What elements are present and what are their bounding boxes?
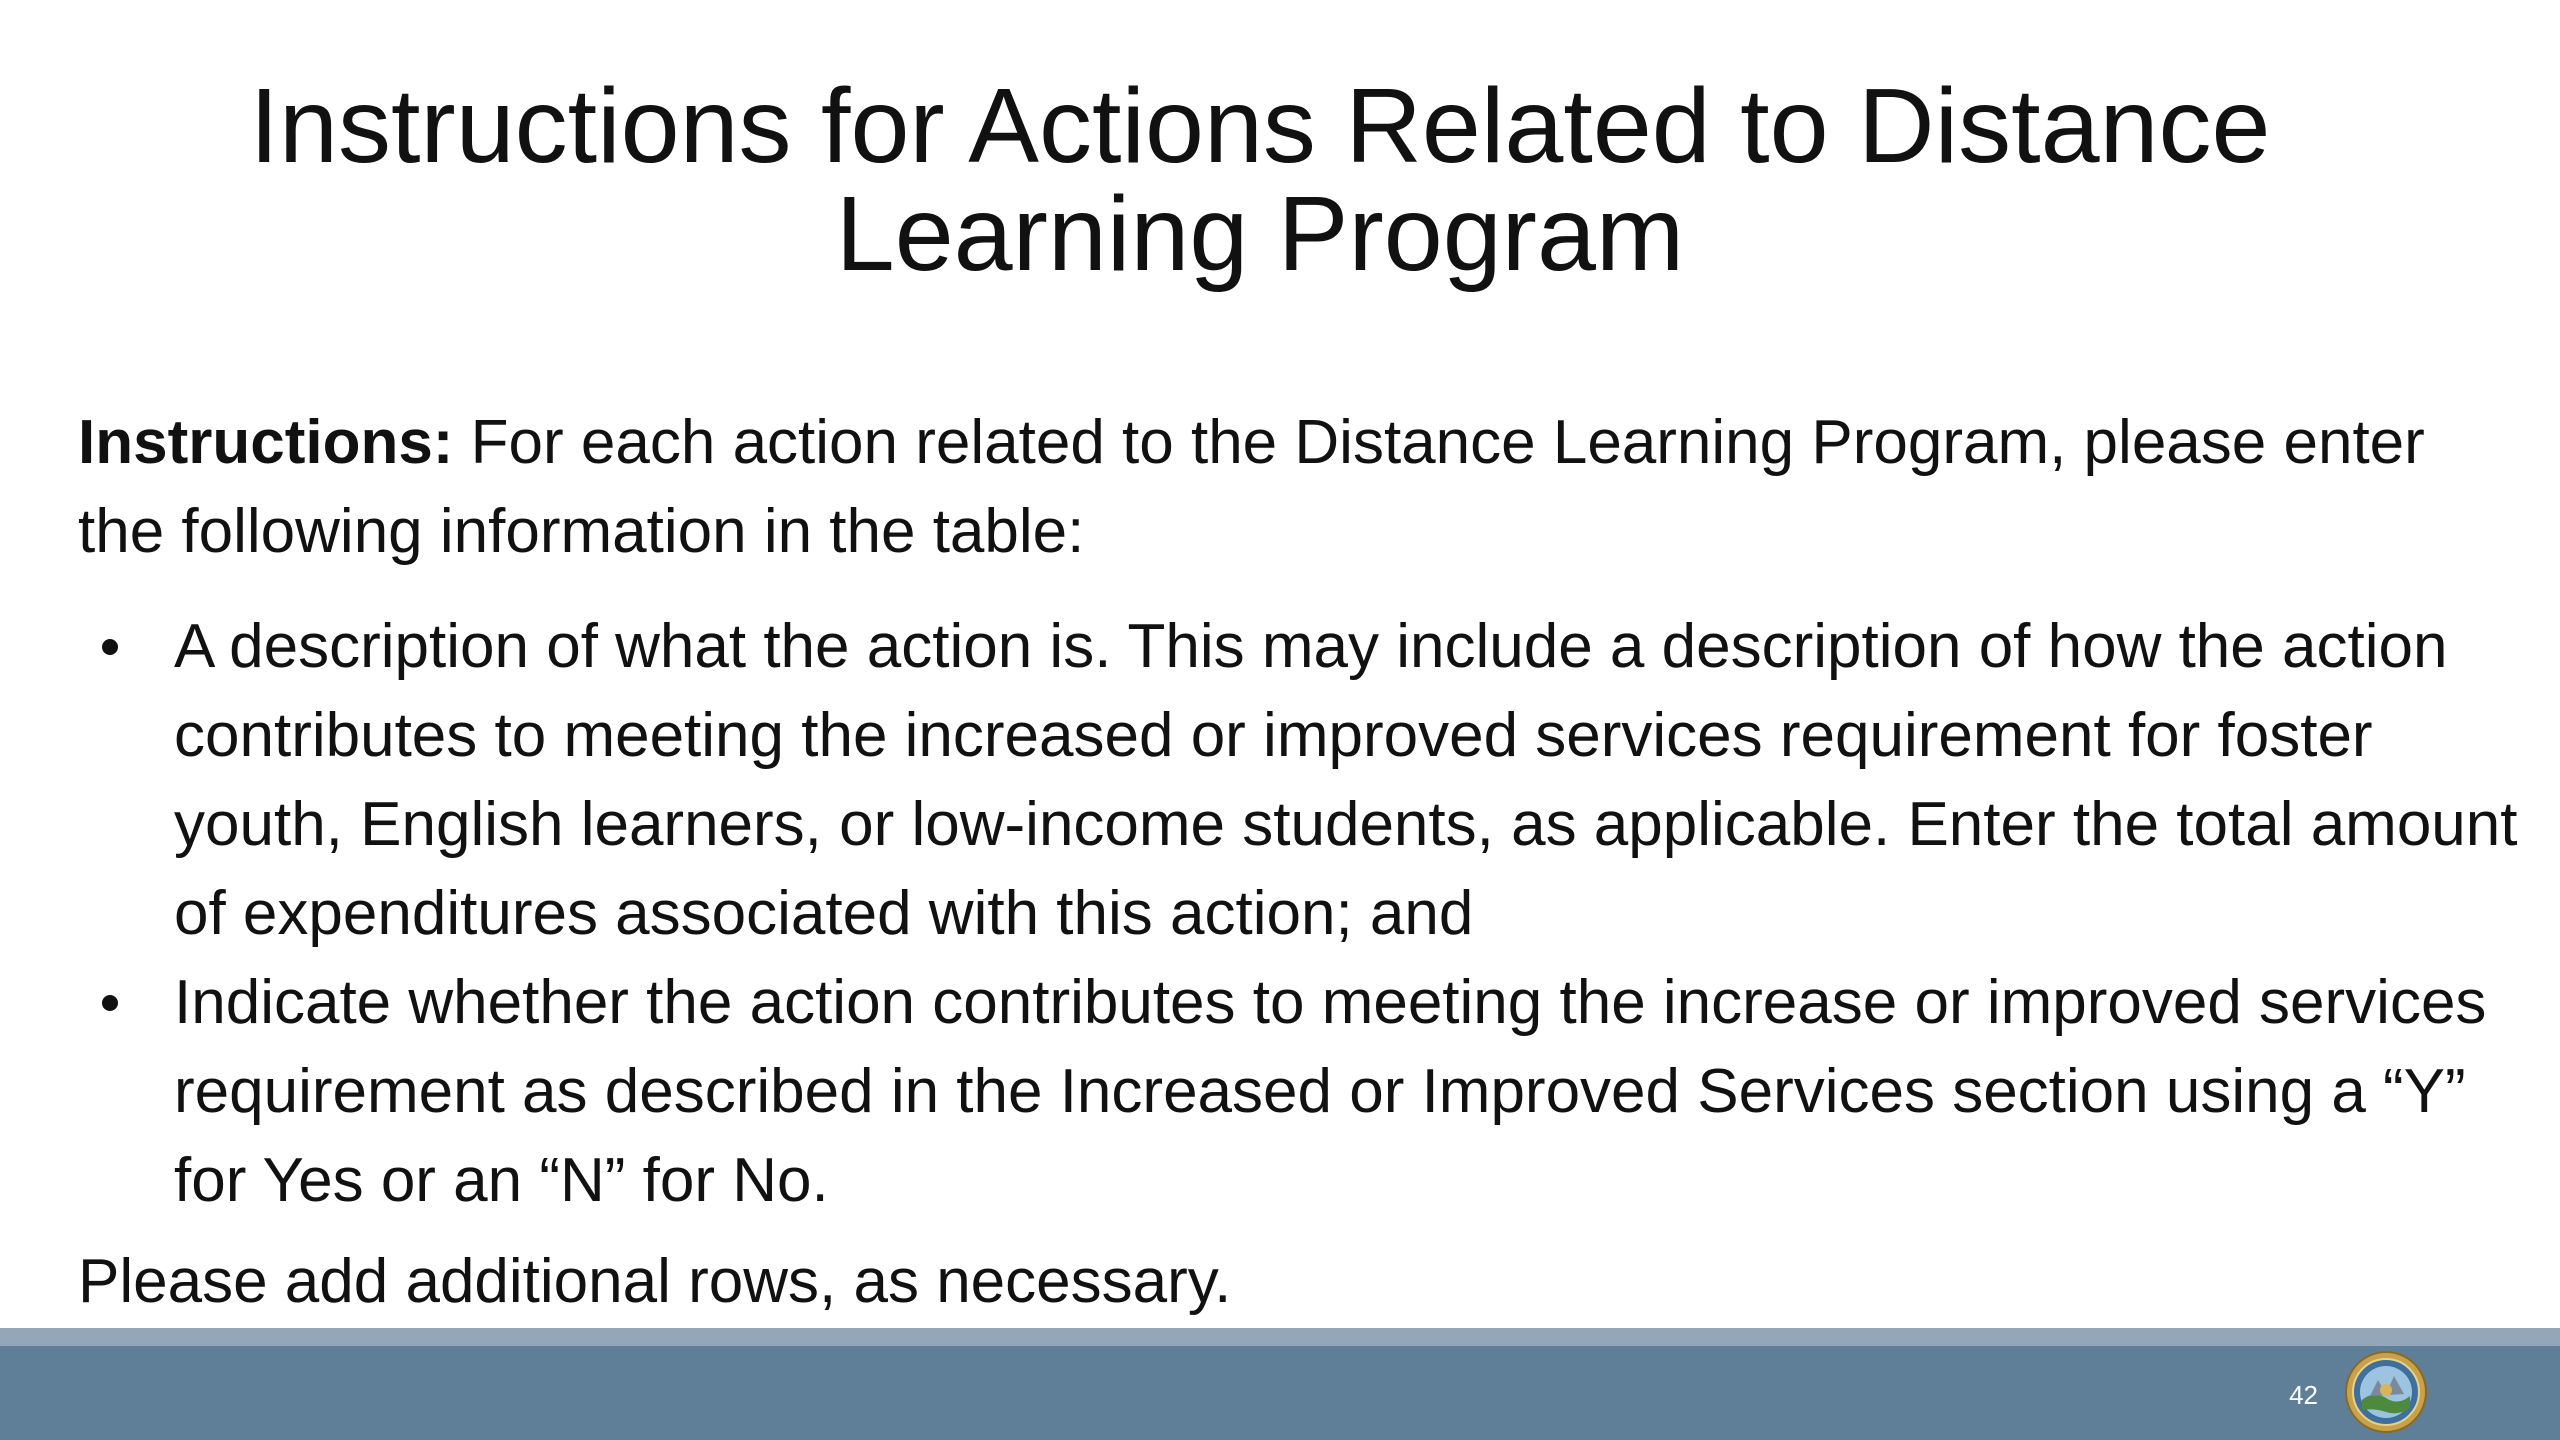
bullet-item-indicate [78,958,2518,1225]
bullet-text: A description of what the action is. This may include a description of how the action contributes to meeting the increased or improved services requirement for foster youth, English learners, or low-income students, as applicable. Enter the total amount of expenditures associated with this action; and [174,612,2518,948]
bullet-item-description [78,602,2518,958]
footer-band [0,1328,2560,1346]
bullet-icon [102,639,118,655]
state-seal-icon [2344,1350,2428,1434]
page-number: 42 [2289,1380,2318,1410]
slide-title [0,67,2520,293]
slide-title-line-1: Instructions for Actions Related to Distance [249,67,2271,185]
bullet-text: Indicate whether the action contributes to meeting the increase or improved services requirement as described in the Increased or Improved Services section using a “Y” for Yes or an “N” for No. [174,968,2487,1215]
instructions-label: Instructions: [78,408,454,477]
slide-title-line-2: Learning Program [835,175,1685,293]
slide-body [78,398,2518,1326]
footer-bar [0,1346,2560,1440]
closing-note: Please add additional rows, as necessary. [78,1247,1232,1316]
instructions-paragraph [78,398,2518,576]
instructions-text: For each action related to the Distance Learning Program, please enter the following information in the table: [78,408,2425,566]
bullet-list [78,602,2518,1225]
bullet-icon [102,995,118,1011]
